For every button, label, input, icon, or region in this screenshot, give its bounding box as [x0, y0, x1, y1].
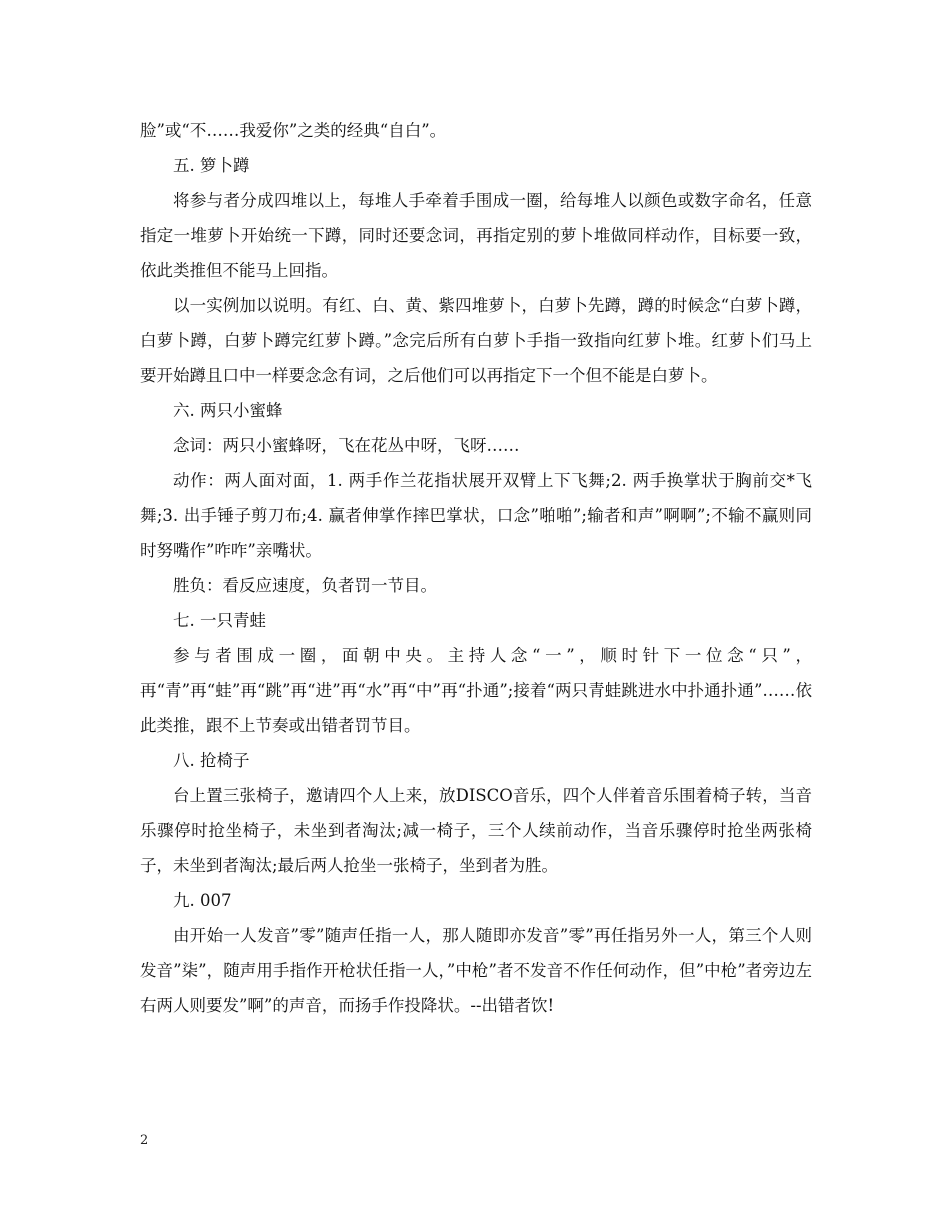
section-heading-9: 九. 007 [173, 891, 232, 910]
section-heading-7: 七. 一只青蛙 [173, 611, 266, 630]
paragraph: 台上置三张椅子，邀请四个人上来，放DISCO音乐，四个人伴着音乐围着椅子转，当音乐骤停时抢坐椅子，未坐到者淘汰;减一椅子，三个人续前动作，当音乐骤停时抢坐两张椅子，未坐到者淘汰;最后两人抢坐一张椅子，坐到者为胜。 [140, 786, 812, 875]
paragraph: 参与者围成一圈，面朝中央。主持人念“一”，顺时针下一位念“只”，再“青”再“蛙”再“跳”再“进”再“水”再“中”再“扑通”;接着“两只青蛙跳进水中扑通扑通”……依此类推，跟不上节奏或出错者罚节目。 [140, 646, 812, 735]
paragraph-continuation: 脸”或“不……我爱你”之类的经典“自白”。 [140, 121, 447, 140]
page-number: 2 [140, 1133, 149, 1148]
paragraph: 动作：两人面对面，1. 两手作兰花指状展开双臂上下飞舞;2. 两手换掌状于胸前交*飞舞;3. 出手锤子剪刀布;4. 赢者伸掌作摔巴掌状，口念”啪啪”;输者和声”啊啊”;不输不赢则同时努嘴作”咋咋”亲嘴状。 [140, 471, 812, 560]
paragraph: 由开始一人发音”零”随声任指一人，那人随即亦发音”零”再任指另外一人，第三个人则发音”柒”，随声用手指作开枪状任指一人，”中枪”者不发音不作任何动作，但”中枪”者旁边左右两人则要发”啊”的声音，而扬手作投降状。--出错者饮! [140, 926, 812, 1015]
paragraph: 将参与者分成四堆以上，每堆人手牵着手围成一圈，给每堆人以颜色或数字命名，任意指定一堆萝卜开始统一下蹲，同时还要念词，再指定别的萝卜堆做同样动作，目标要一致，依此类推但不能马上回指。 [140, 191, 812, 280]
section-heading-8: 八. 抢椅子 [173, 751, 250, 770]
paragraph: 胜负：看反应速度，负者罚一节目。 [173, 576, 437, 595]
section-heading-5: 五. 箩卜蹲 [173, 156, 250, 175]
paragraph: 以一实例加以说明。有红、白、黄、紫四堆萝卜，白萝卜先蹲，蹲的时候念“白萝卜蹲，白萝卜蹲，白萝卜蹲完红萝卜蹲。”念完后所有白萝卜手指一致指向红萝卜堆。红萝卜们马上要开始蹲且口中一样要念念有词，之后他们可以再指定下一个但不能是白萝卜。 [140, 296, 812, 385]
document-body [140, 113, 812, 1023]
paragraph: 念词：两只小蜜蜂呀，飞在花丛中呀，飞呀…… [173, 436, 520, 455]
section-heading-6: 六. 两只小蜜蜂 [173, 401, 283, 420]
